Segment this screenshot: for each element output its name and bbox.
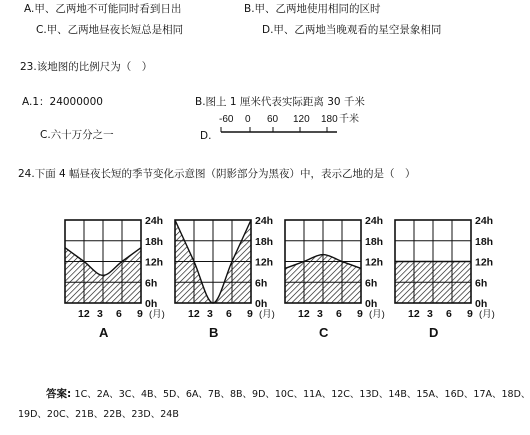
- y-tick-label: 12h: [365, 256, 384, 269]
- x-tick-label: 3: [207, 308, 213, 320]
- x-tick-label: 12: [298, 308, 310, 320]
- x-tick-label: 6: [116, 308, 122, 320]
- q22-option-b: B.甲、乙两地使用相同的区时: [244, 3, 381, 15]
- q22-option-a: A.甲、乙两地不可能同时看到日出: [24, 3, 182, 15]
- chart-panel-c: [283, 215, 393, 345]
- q22-option-c: C.甲、乙两地昼夜长短总是相同: [36, 24, 184, 36]
- q23-option-b: B.图上 1 厘米代表实际距离 30 千米: [195, 96, 365, 108]
- y-tick-label: 6h: [475, 277, 488, 290]
- y-tick-label: 18h: [365, 235, 384, 248]
- scale-label: 120: [293, 114, 310, 125]
- chart-panel-b: [173, 215, 283, 345]
- q24-question: 24.下面 4 幅昼夜长短的季节变化示意图（阴影部分为黑夜）中，表示乙地的是（ ）: [18, 168, 416, 180]
- scale-label: 0: [245, 114, 251, 125]
- q23-option-d: D.: [200, 130, 212, 142]
- x-tick-label: 12: [78, 308, 90, 320]
- x-tick-label: 9: [137, 308, 143, 320]
- answer-label: 答案:: [46, 388, 72, 400]
- y-tick-label: 18h: [145, 235, 164, 248]
- panel-label: D: [429, 325, 439, 340]
- q22-option-d: D.甲、乙两地当晚观看的星空景象相同: [262, 24, 442, 36]
- scale-unit: 千米: [339, 114, 359, 125]
- q23-option-a: A.1：24000000: [22, 96, 103, 108]
- chart-panel-a: [63, 215, 173, 345]
- q23-question: 23.该地图的比例尺为（ ）: [20, 61, 153, 73]
- x-axis-unit: (月): [369, 309, 385, 320]
- panel-label: B: [209, 325, 219, 340]
- y-tick-label: 6h: [255, 277, 268, 290]
- y-tick-label: 0h: [145, 298, 158, 310]
- y-tick-label: 0h: [365, 298, 378, 310]
- y-tick-label: 0h: [475, 298, 488, 310]
- x-tick-label: 3: [427, 308, 433, 320]
- y-tick-label: 24h: [255, 215, 274, 227]
- x-tick-label: 9: [357, 308, 363, 320]
- scale-label: -60: [219, 114, 234, 125]
- y-tick-label: 18h: [475, 235, 494, 248]
- y-tick-label: 24h: [475, 215, 494, 227]
- answer-line-2: 19D、20C、21B、22B、23D、24B: [18, 409, 179, 420]
- scale-bar: [205, 112, 365, 138]
- x-tick-label: 3: [317, 308, 323, 320]
- y-tick-label: 0h: [255, 298, 268, 310]
- y-tick-label: 6h: [145, 277, 158, 290]
- y-tick-label: 12h: [145, 256, 164, 269]
- x-tick-label: 3: [97, 308, 103, 320]
- x-tick-label: 6: [336, 308, 342, 320]
- chart-panel-d: [393, 215, 503, 345]
- answer-line-1: 1C、2A、3C、4B、5D、6A、7B、8B、9D、10C、11A、12C、13D、14B、15A、16D、17A、18D、: [74, 389, 530, 400]
- x-tick-label: 6: [226, 308, 232, 320]
- panel-label: C: [319, 325, 329, 340]
- x-tick-label: 9: [247, 308, 253, 320]
- scale-label: 180: [321, 114, 338, 125]
- y-tick-label: 6h: [365, 277, 378, 290]
- x-tick-label: 9: [467, 308, 473, 320]
- scale-label: 60: [267, 114, 279, 125]
- q23-option-c: C.六十万分之一: [40, 129, 114, 141]
- y-tick-label: 24h: [365, 215, 384, 227]
- x-tick-label: 12: [408, 308, 420, 320]
- y-tick-label: 12h: [475, 256, 494, 269]
- x-tick-label: 6: [446, 308, 452, 320]
- x-axis-unit: (月): [149, 309, 165, 320]
- y-tick-label: 18h: [255, 235, 274, 248]
- y-tick-label: 12h: [255, 256, 274, 269]
- panel-label: A: [99, 325, 109, 340]
- x-tick-label: 12: [188, 308, 200, 320]
- y-tick-label: 24h: [145, 215, 164, 227]
- x-axis-unit: (月): [479, 309, 495, 320]
- x-axis-unit: (月): [259, 309, 275, 320]
